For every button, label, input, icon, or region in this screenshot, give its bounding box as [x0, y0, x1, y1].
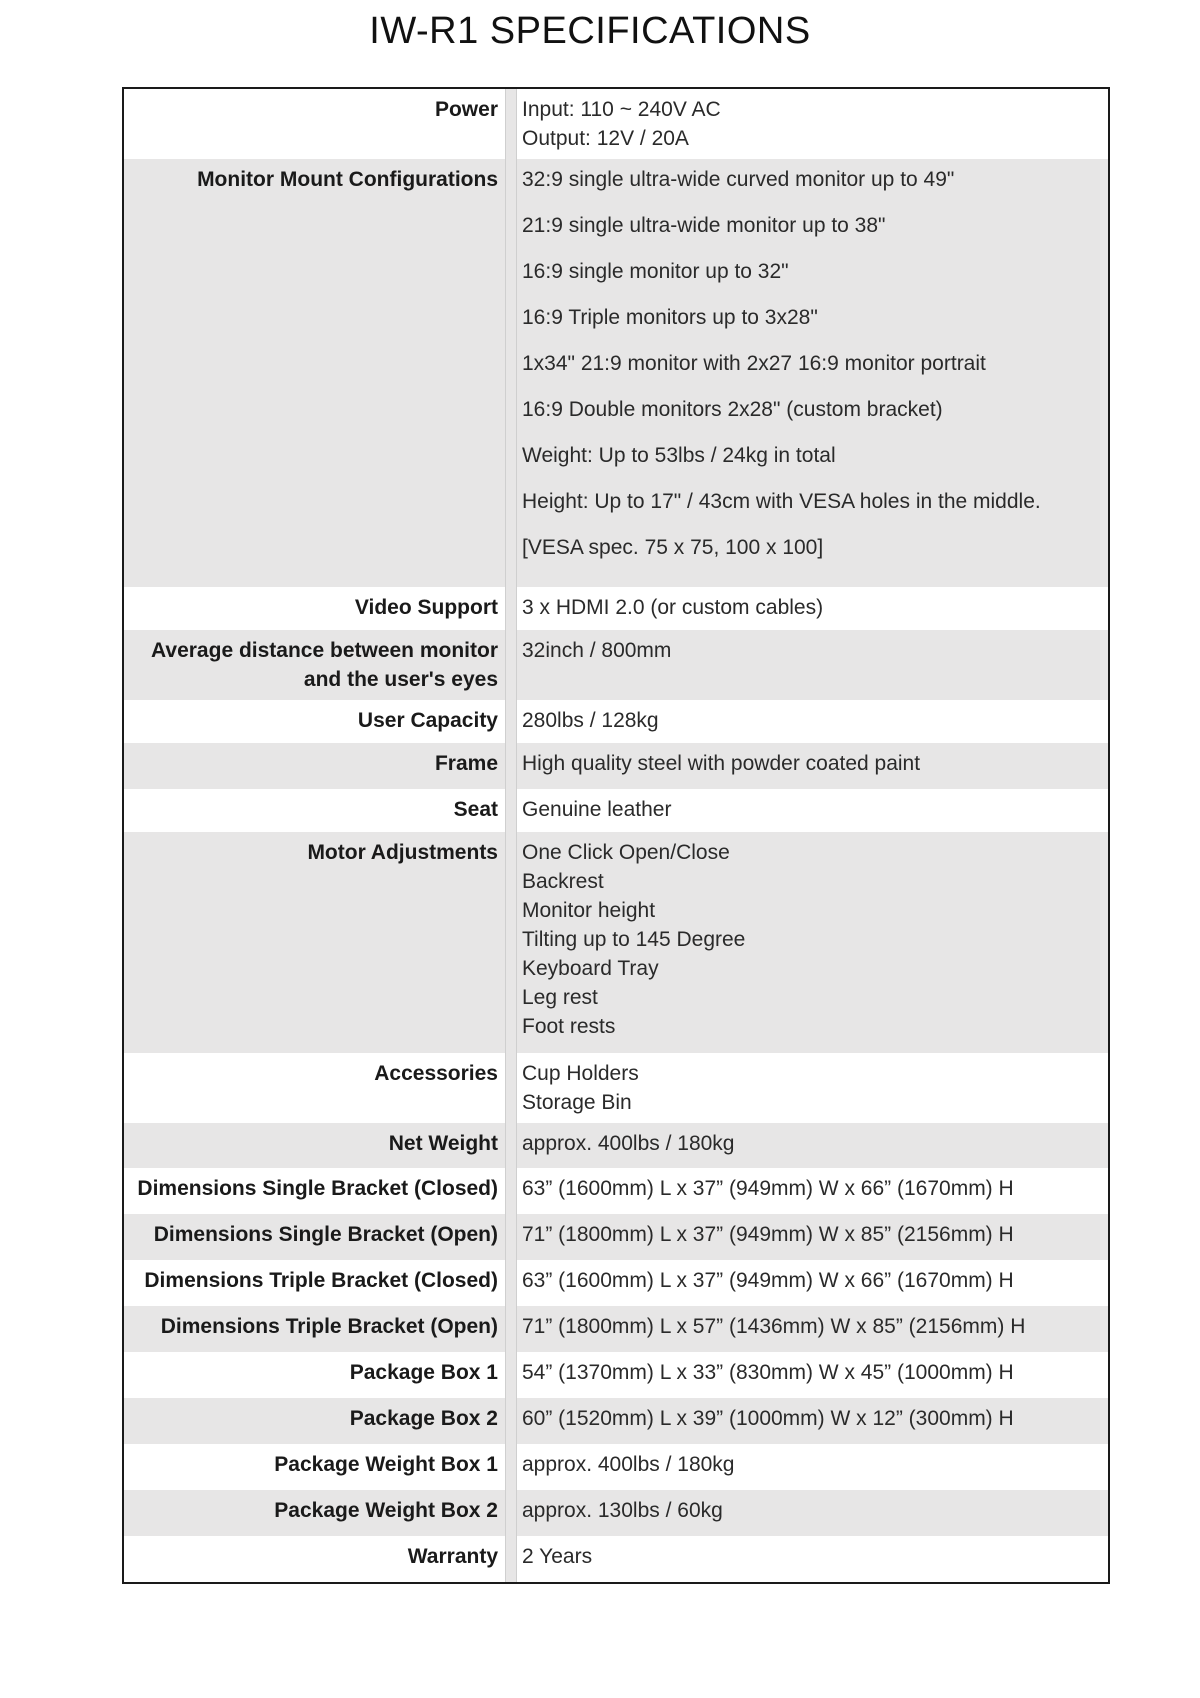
spec-value	[518, 1168, 1108, 1214]
column-divider	[502, 1260, 518, 1306]
spec-row	[124, 587, 1108, 630]
spec-label: User Capacity	[357, 709, 498, 732]
column-divider	[502, 159, 518, 587]
spec-row	[124, 1536, 1108, 1582]
spec-value-line: High quality steel with powder coated paint	[522, 752, 921, 775]
spec-value	[518, 1123, 1108, 1168]
spec-row	[124, 743, 1108, 789]
spec-value	[518, 630, 1108, 700]
spec-value-line: 1x34" 21:9 monitor with 2x27 16:9 monitor portrait	[522, 352, 986, 375]
spec-value-line: 280lbs / 128kg	[522, 709, 659, 732]
spec-row	[124, 1306, 1108, 1352]
spec-value	[518, 832, 1108, 1053]
spec-value	[518, 700, 1108, 743]
column-divider	[502, 1444, 518, 1490]
spec-value	[518, 1214, 1108, 1260]
spec-row	[124, 1260, 1108, 1306]
spec-value-line: 71” (1800mm) L x 57” (1436mm) W x 85” (2156mm) H	[522, 1315, 1026, 1338]
spec-value	[518, 743, 1108, 789]
spec-row	[124, 789, 1108, 832]
spec-value	[518, 1444, 1108, 1490]
spec-row	[124, 1352, 1108, 1398]
spec-value	[518, 587, 1108, 630]
column-divider	[502, 1214, 518, 1260]
spec-label: Package Box 1	[349, 1361, 498, 1384]
spec-label: Package Weight Box 1	[274, 1453, 498, 1476]
column-divider	[502, 1352, 518, 1398]
column-divider	[502, 789, 518, 832]
spec-value	[518, 1260, 1108, 1306]
spec-value-line: [VESA spec. 75 x 75, 100 x 100]	[522, 536, 824, 559]
spec-value	[518, 789, 1108, 832]
column-divider	[502, 1123, 518, 1168]
column-divider	[502, 89, 518, 159]
spec-value	[518, 1053, 1108, 1123]
spec-value-line: Weight: Up to 53lbs / 24kg in total	[522, 444, 836, 467]
spec-row	[124, 1123, 1108, 1168]
column-divider	[502, 700, 518, 743]
spec-label: Dimensions Single Bracket (Closed)	[137, 1177, 498, 1200]
spec-row	[124, 1053, 1108, 1123]
spec-row	[124, 700, 1108, 743]
spec-value	[518, 1490, 1108, 1536]
spec-row	[124, 630, 1108, 700]
spec-label: Dimensions Triple Bracket (Open)	[160, 1315, 498, 1338]
spec-value-line: approx. 130lbs / 60kg	[522, 1499, 723, 1522]
spec-value-line: 32:9 single ultra-wide curved monitor up to 49"	[522, 168, 955, 191]
spec-value-line: Tilting up to 145 Degree	[522, 928, 746, 951]
spec-value-line: Input: 110 ~ 240V AC	[522, 98, 721, 121]
spec-value	[518, 159, 1108, 587]
spec-value-line: Leg rest	[522, 986, 598, 1009]
spec-value-line: approx. 400lbs / 180kg	[522, 1453, 735, 1476]
spec-label: Accessories	[374, 1062, 498, 1085]
column-divider	[502, 630, 518, 700]
spec-label: Package Weight Box 2	[274, 1499, 498, 1522]
spec-value-line: 2 Years	[522, 1545, 593, 1568]
spec-row	[124, 1398, 1108, 1444]
spec-value	[518, 89, 1108, 159]
spec-row	[124, 89, 1108, 159]
spec-row	[124, 159, 1108, 587]
column-divider	[502, 1168, 518, 1214]
spec-label: Frame	[434, 752, 498, 775]
page-title: IW-R1 SPECIFICATIONS	[369, 10, 811, 52]
spec-value-line: 71” (1800mm) L x 37” (949mm) W x 85” (2156mm) H	[522, 1223, 1014, 1246]
spec-label: Net Weight	[388, 1132, 498, 1155]
column-divider	[502, 1306, 518, 1352]
spec-value-line: Monitor height	[522, 899, 656, 922]
spec-value-line: 63” (1600mm) L x 37” (949mm) W x 66” (1670mm) H	[522, 1269, 1014, 1292]
spec-value	[518, 1398, 1108, 1444]
spec-label: Seat	[453, 798, 498, 821]
spec-value	[518, 1306, 1108, 1352]
spec-value-line: approx. 400lbs / 180kg	[522, 1132, 735, 1155]
spec-value-line: One Click Open/Close	[522, 841, 730, 864]
spec-value-line: 16:9 Double monitors 2x28" (custom bracket)	[522, 398, 943, 421]
spec-value-line: Cup Holders	[522, 1062, 639, 1085]
column-divider	[502, 1490, 518, 1536]
spec-label: Video Support	[354, 596, 498, 619]
spec-value-line: 54” (1370mm) L x 33” (830mm) W x 45” (1000mm) H	[522, 1361, 1014, 1384]
spec-label: Average distance between monitor and the user's eyes	[151, 639, 498, 691]
column-divider	[502, 1536, 518, 1582]
spec-value-line: Foot rests	[522, 1015, 616, 1038]
column-divider	[502, 832, 518, 1053]
spec-value-line: Backrest	[522, 870, 604, 893]
spec-label: Power	[434, 98, 498, 121]
spec-value-line: Output: 12V / 20A	[522, 127, 689, 150]
column-divider	[502, 587, 518, 630]
spec-row	[124, 1214, 1108, 1260]
spec-value-line: 32inch / 800mm	[522, 639, 672, 662]
column-divider	[502, 1398, 518, 1444]
column-divider	[502, 743, 518, 789]
spec-value-line: 60” (1520mm) L x 39” (1000mm) W x 12” (300mm) H	[522, 1407, 1014, 1430]
spec-label: Package Box 2	[349, 1407, 498, 1430]
spec-value-line: 3 x HDMI 2.0 (or custom cables)	[522, 596, 824, 619]
spec-value-line: Storage Bin	[522, 1091, 632, 1114]
spec-value	[518, 1536, 1108, 1582]
spec-label: Motor Adjustments	[307, 841, 498, 864]
spec-value-line: 16:9 Triple monitors up to 3x28"	[522, 306, 818, 329]
spec-row	[124, 1490, 1108, 1536]
spec-value-line: Keyboard Tray	[522, 957, 659, 980]
spec-value-line: Height: Up to 17" / 43cm with VESA holes in the middle.	[522, 490, 1041, 513]
spec-label: Warranty	[407, 1545, 498, 1568]
spec-label: Dimensions Triple Bracket (Closed)	[144, 1269, 498, 1292]
spec-row	[124, 1168, 1108, 1214]
spec-value-line: 63” (1600mm) L x 37” (949mm) W x 66” (1670mm) H	[522, 1177, 1014, 1200]
spec-label: Monitor Mount Configurations	[197, 168, 498, 191]
spec-value-line: Genuine leather	[522, 798, 672, 821]
spec-row	[124, 1444, 1108, 1490]
spec-label: Dimensions Single Bracket (Open)	[153, 1223, 498, 1246]
spec-value	[518, 1352, 1108, 1398]
spec-value-line: 21:9 single ultra-wide monitor up to 38"	[522, 214, 886, 237]
spec-row	[124, 832, 1108, 1053]
column-divider	[502, 1053, 518, 1123]
specifications-table	[122, 87, 1110, 1584]
spec-value-line: 16:9 single monitor up to 32"	[522, 260, 789, 283]
